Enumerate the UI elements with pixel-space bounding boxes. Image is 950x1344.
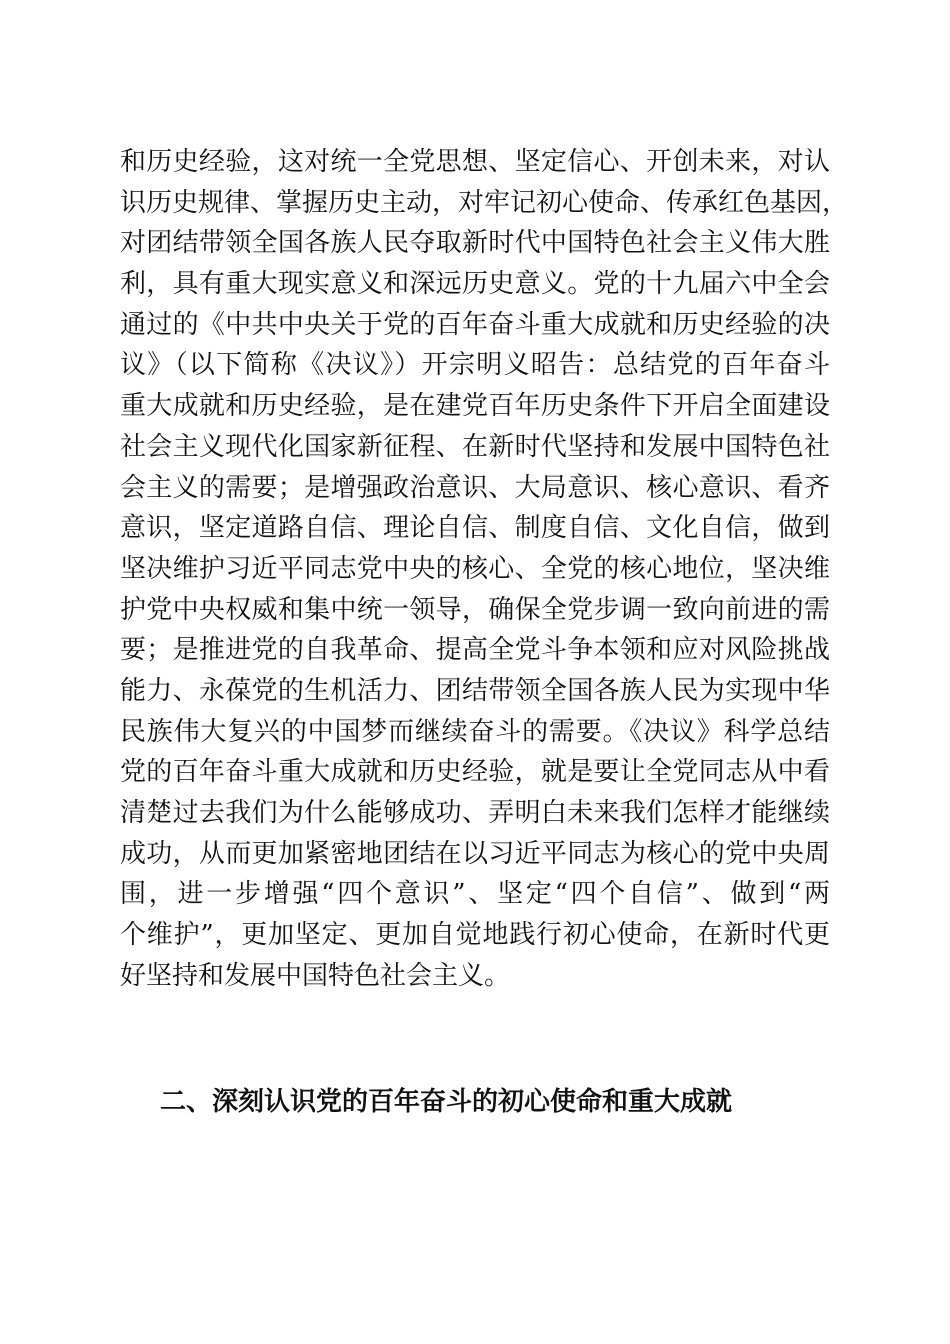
paragraph-line: 成功，从而更加紧密地团结在以习近平同志为核心的党中央周 xyxy=(120,838,830,869)
paragraph-line: 通过的《中共中央关于党的百年奋斗重大成就和历史经验的决 xyxy=(120,309,830,340)
paragraph-line: 民族伟大复兴的中国梦而继续奋斗的需要。《决议》科学总结 xyxy=(120,716,830,747)
paragraph-line: 社会主义现代化国家新征程、在新时代坚持和发展中国特色社 xyxy=(120,431,830,462)
paragraph-line: 利，具有重大现实意义和深远历史意义。党的十九届六中全会 xyxy=(120,269,830,300)
paragraph-line: 围，进一步增强“四个意识”、坚定“四个自信”、做到“两 xyxy=(120,879,830,910)
paragraph-line: 党的百年奋斗重大成就和历史经验，就是要让全党同志从中看 xyxy=(120,757,830,788)
section-heading: 二、深刻认识党的百年奋斗的初心使命和重大成就 xyxy=(160,1087,733,1117)
paragraph-line: 能力、永葆党的生机活力、团结带领全国各族人民为实现中华 xyxy=(120,675,830,706)
paragraph-line: 会主义的需要；是增强政治意识、大局意识、核心意识、看齐 xyxy=(120,472,830,503)
paragraph-line: 和历史经验，这对统一全党思想、坚定信心、开创未来，对认 xyxy=(120,147,830,177)
paragraph-line: 识历史规律、掌握历史主动，对牢记初心使命、传承红色基因， xyxy=(120,187,849,218)
paragraph-line: 对团结带领全国各族人民夺取新时代中国特色社会主义伟大胜 xyxy=(120,228,830,259)
paragraph-line: 重大成就和历史经验，是在建党百年历史条件下开启全面建设 xyxy=(120,391,830,422)
paragraph-line: 坚决维护习近平同志党中央的核心、全党的核心地位，坚决维 xyxy=(120,553,830,584)
paragraph-line: 个维护”，更加坚定、更加自觉地践行初心使命，在新时代更 xyxy=(120,920,830,951)
paragraph-line: 要；是推进党的自我革命、提高全党斗争本领和应对风险挑战 xyxy=(120,635,830,666)
body-paragraph xyxy=(120,142,849,996)
paragraph-line: 清楚过去我们为什么能够成功、弄明白未来我们怎样才能继续 xyxy=(120,798,830,828)
paragraph-line: 好坚持和发展中国特色社会主义。 xyxy=(120,960,511,991)
paragraph-line: 意识，坚定道路自信、理论自信、制度自信、文化自信，做到 xyxy=(120,513,830,544)
paragraph-line: 护党中央权威和集中统一领导，确保全党步调一致向前进的需 xyxy=(120,594,830,625)
paragraph-line: 议》（以下简称《决议》）开宗明义昭告：总结党的百年奋斗 xyxy=(120,350,830,381)
